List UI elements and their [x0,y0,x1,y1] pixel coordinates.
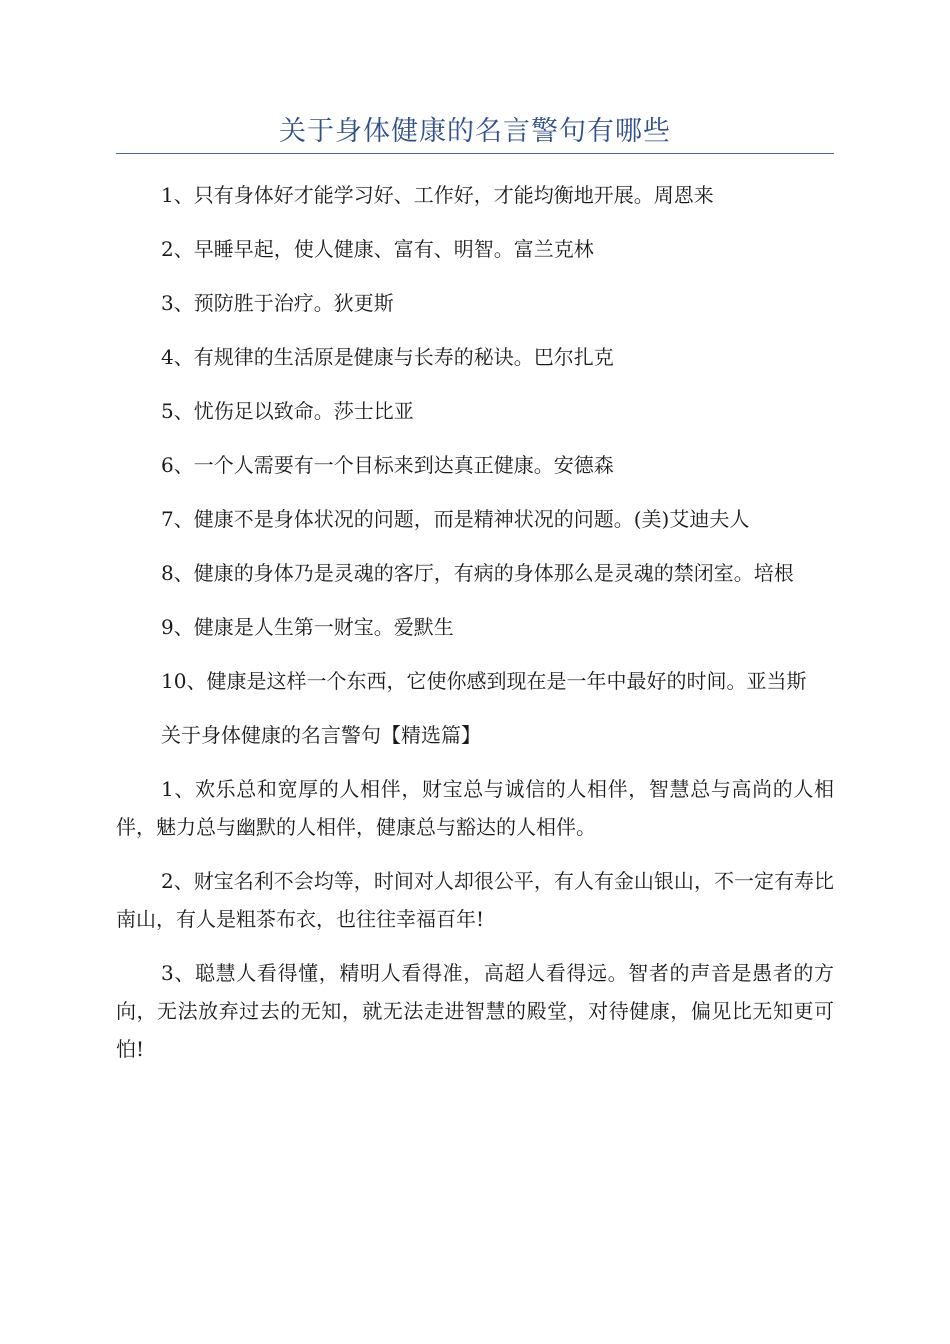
paragraph: 1、欢乐总和宽厚的人相伴，财宝总与诚信的人相伴，智慧总与高尚的人相伴，魅力总与幽默的人相伴，健康总与豁达的人相伴。 [116,777,834,839]
paragraph: 8、健康的身体乃是灵魂的客厅，有病的身体那么是灵魂的禁闭室。培根 [161,561,794,585]
section-heading: 关于身体健康的名言警句【精选篇】 [161,723,481,747]
paragraph: 3、预防胜于治疗。狄更斯 [161,291,394,315]
paragraph: 3、聪慧人看得懂，精明人看得准，高超人看得远。智者的声音是愚者的方向，无法放弃过去的无知，就无法走进智慧的殿堂，对待健康，偏见比无知更可怕! [116,961,834,1061]
paragraph: 5、忧伤足以致命。莎士比亚 [161,399,414,423]
paragraph: 10、健康是这样一个东西，它使你感到现在是一年中最好的时间。亚当斯 [161,669,807,693]
paragraph: 9、健康是人生第一财宝。爱默生 [161,615,454,639]
document-title: 关于身体健康的名言警句有哪些 [279,116,671,147]
document-body [116,176,834,1084]
paragraph: 2、财宝名利不会均等，时间对人却很公平，有人有金山银山，不一定有寿比南山，有人是粗茶布衣，也往往幸福百年! [116,869,834,931]
title-underline [116,153,834,154]
paragraph: 1、只有身体好才能学习好、工作好，才能均衡地开展。周恩来 [161,183,714,207]
paragraph: 2、早睡早起，使人健康、富有、明智。富兰克林 [161,237,594,261]
paragraph: 4、有规律的生活原是健康与长寿的秘诀。巴尔扎克 [161,345,614,369]
paragraph: 7、健康不是身体状况的问题，而是精神状况的问题。(美)艾迪夫人 [161,507,750,531]
paragraph: 6、一个人需要有一个目标来到达真正健康。安德森 [161,453,614,477]
